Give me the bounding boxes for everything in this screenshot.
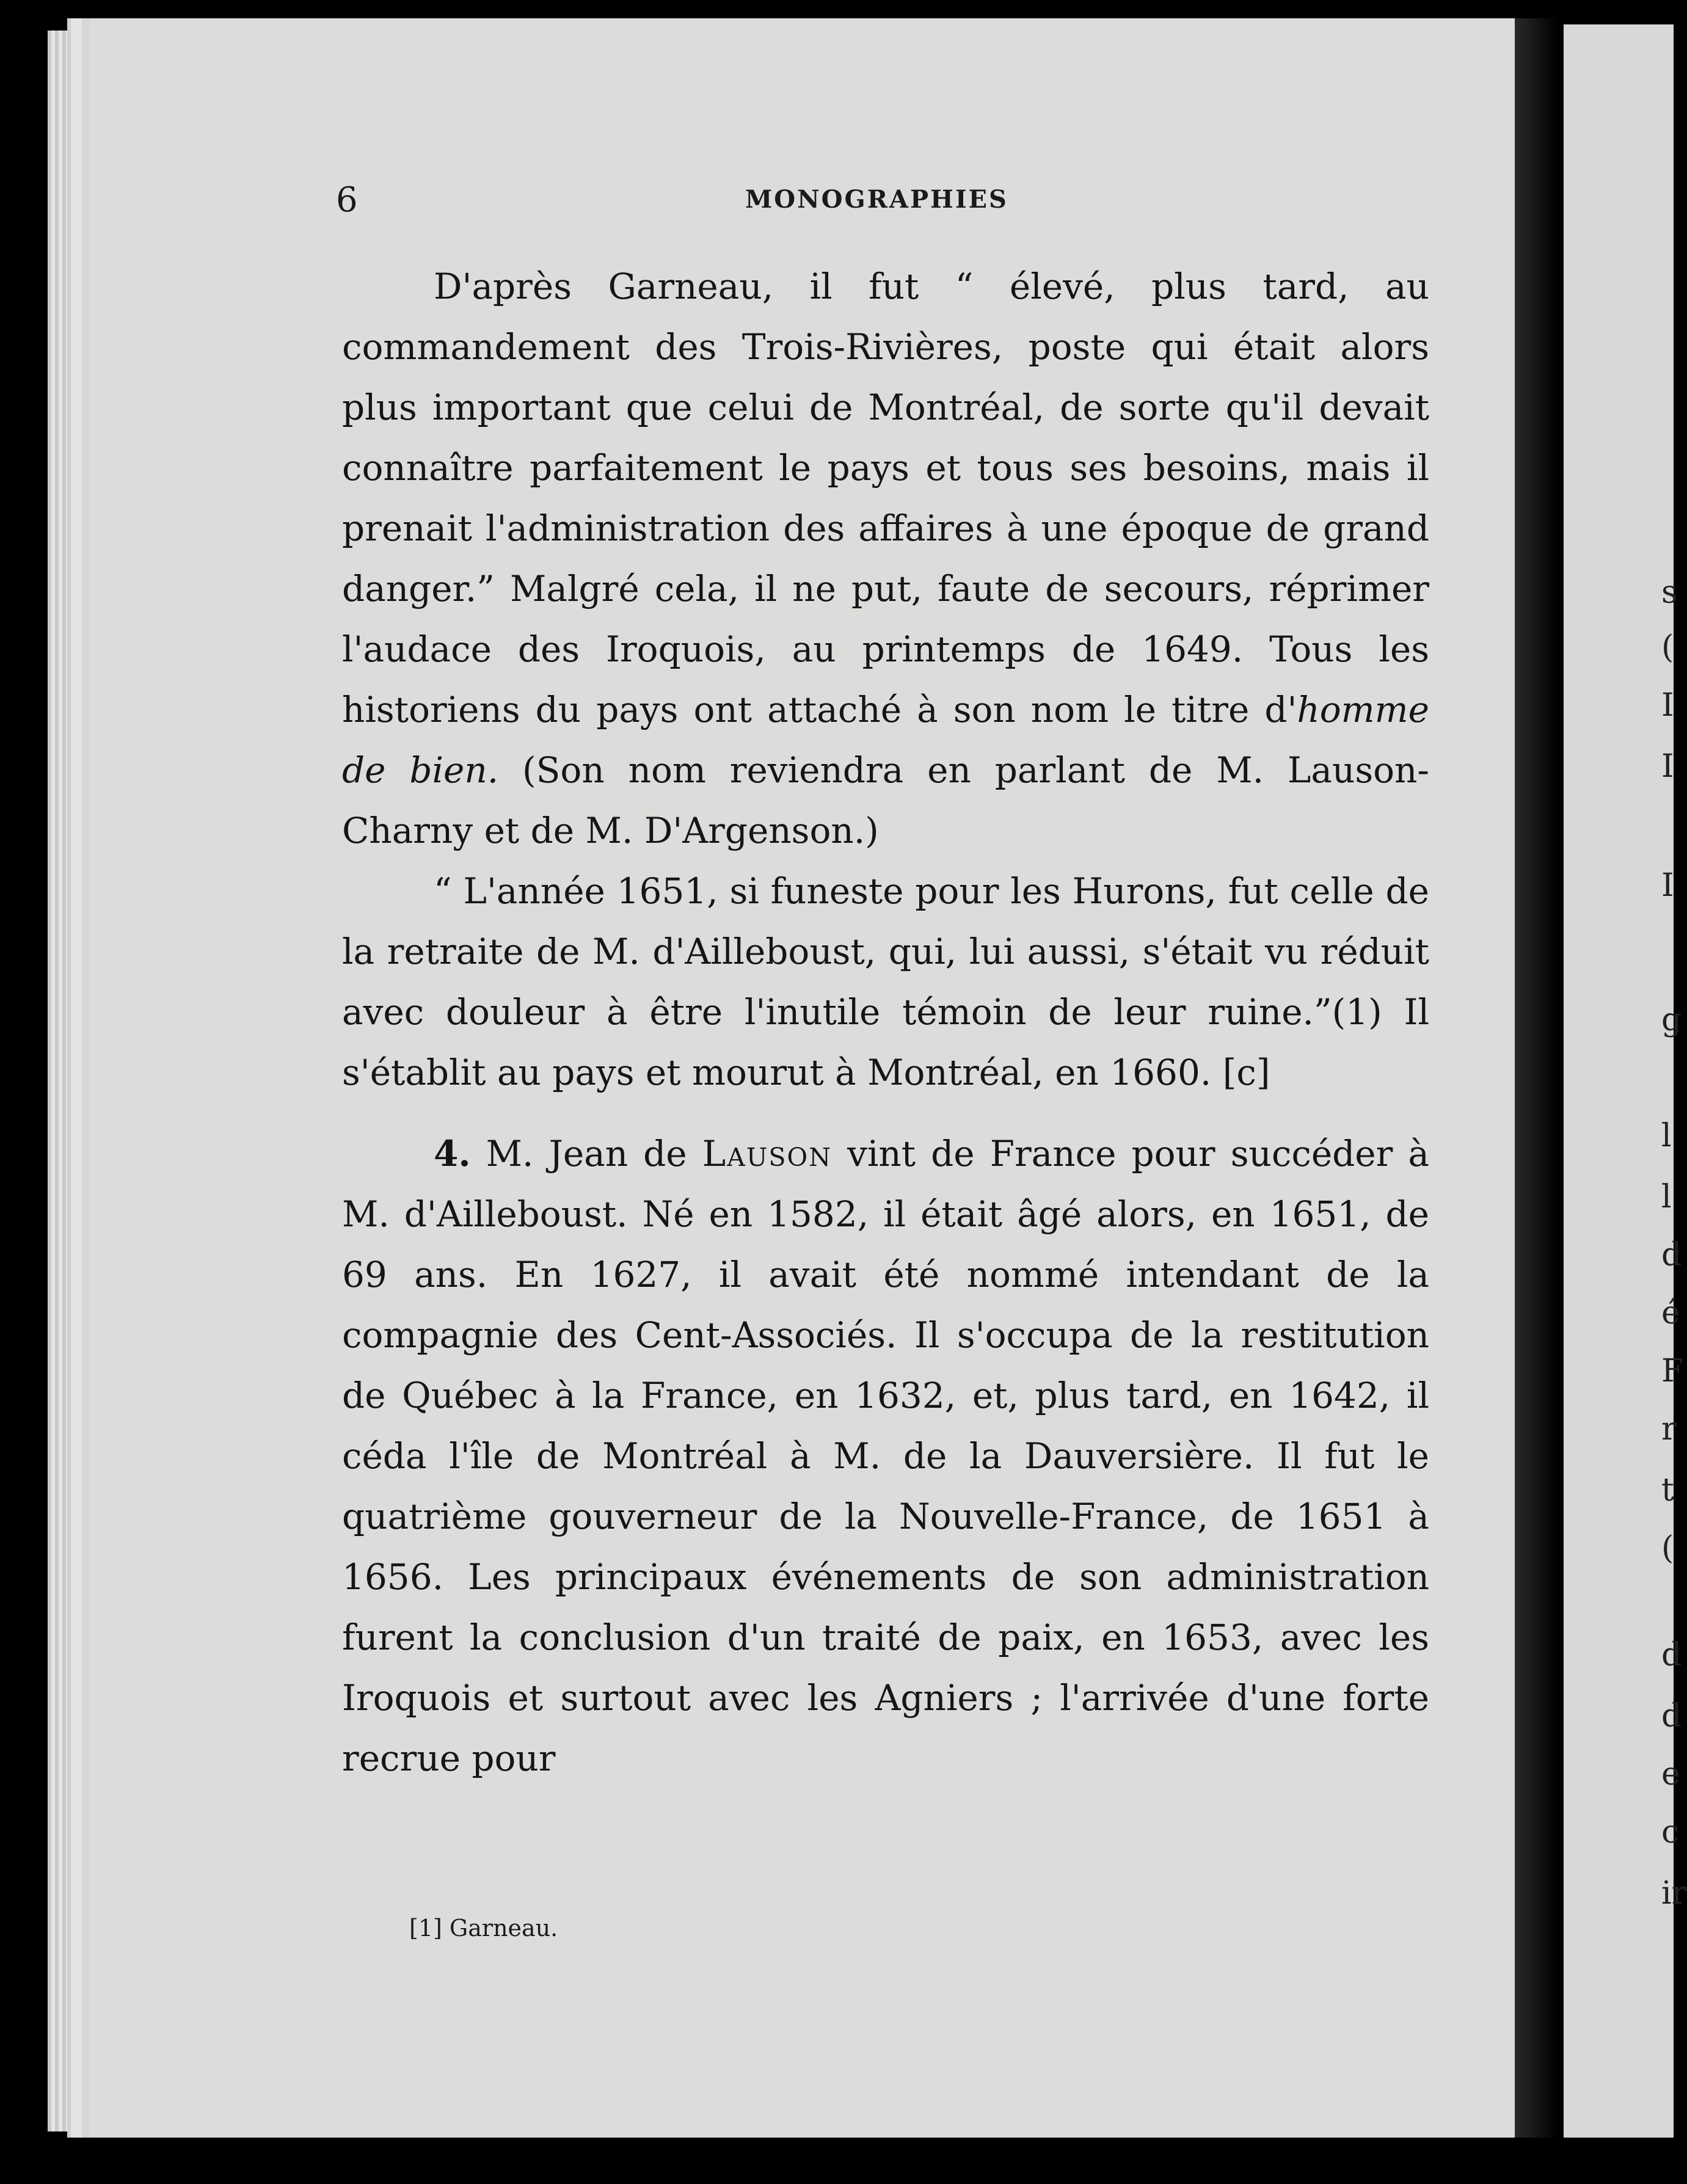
- paragraph-text: “ L'année 1651, si funeste pour les Hurons, fut celle de la retraite de M. d'Ailleboust, qui, lui aussi, s'était vu réduit avec douleur à être l'inutile témoin de leur ruine.”(1) Il s'établit au pays et mourut à Montréal, en 1660. [c]: [342, 870, 1429, 1093]
- facing-page-fragment: g: [1661, 1002, 1682, 1038]
- italic-phrase: homme de bien.: [342, 689, 1429, 791]
- paragraph-text: (Son nom reviendra en parlant de M. Lauson-Charny et de M. D'Argenson.): [342, 749, 1430, 851]
- book-spine: [1515, 18, 1558, 2138]
- facing-page-fragment: e: [1661, 1756, 1680, 1793]
- paragraph-garneau-quote: [342, 257, 1429, 861]
- facing-page-fragment: d: [1661, 1637, 1682, 1673]
- facing-page-fragment: F: [1661, 1353, 1684, 1389]
- facing-page-fragment: (: [1661, 629, 1674, 666]
- section-number: 4.: [434, 1133, 471, 1174]
- body-text: [342, 257, 1429, 1789]
- facing-page-fragment: d: [1661, 1237, 1682, 1273]
- person-name: Lauson: [702, 1133, 832, 1174]
- facing-page-fragment: I: [1661, 748, 1674, 785]
- paragraph-text: D'après Garneau, il fut “ élevé, plus tard, au commandement des Trois-Rivières, poste qui était alors plus important que celui de Montréal, de sorte qu'il devait connaître parfaitement le pays et tous ses besoins, mais il prenait l'administration des affaires à une époque de grand danger.” Malgré cela, il ne put, faute de secours, réprimer l'audace des Iroquois, au printemps de 1649. Tous les historiens du pays ont attaché à son nom le titre d': [342, 266, 1429, 730]
- facing-page-fragment: s: [1661, 574, 1678, 611]
- facing-page-fragment: l: [1661, 1118, 1672, 1154]
- facing-page-fragment: I: [1661, 687, 1674, 724]
- facing-page-fragment: ir: [1661, 1875, 1687, 1912]
- facing-page-fragment: l: [1661, 1179, 1672, 1215]
- facing-page-fragment: c: [1661, 1814, 1680, 1851]
- facing-page: [1564, 24, 1687, 2138]
- facing-page-fragment: t: [1661, 1472, 1674, 1509]
- running-head: MONOGRAPHIES: [745, 185, 1008, 214]
- facing-page-fragment: I: [1661, 867, 1674, 904]
- facing-page-fragment: r: [1661, 1411, 1677, 1447]
- paragraph-text: vint de France pour succéder à M. d'Ailleboust. Né en 1582, il était âgé alors, en 1651, de 69 ans. En 1627, il avait été nommé intendant de la compagnie des Cent-Associés. Il s'occupa de la restitution de Québec à la France, en 1632, et, plus tard, en 1642, il céda l'île de Montréal à M. de la Dauversière. Il fut le quatrième gouverneur de la Nouvelle-France, de 1651 à 1656. Les principaux événements de son administration furent la conclusion d'un traité de paix, en 1653, avec les Iroquois et surtout avec les Agniers ; l'arrivée d'une forte recrue pour: [342, 1133, 1430, 1779]
- page-header: [336, 180, 1423, 229]
- facing-page-fragment: é: [1661, 1295, 1680, 1331]
- paragraph-text: M. Jean de: [470, 1133, 702, 1174]
- paragraph-lauson: [342, 1124, 1429, 1789]
- facing-page-fragment: (: [1661, 1530, 1674, 1567]
- paragraph-retraite: [342, 861, 1429, 1103]
- footnote: [1] Garneau.: [409, 1915, 558, 1942]
- facing-page-fragment: d: [1661, 1698, 1682, 1734]
- page-number: 6: [336, 180, 358, 220]
